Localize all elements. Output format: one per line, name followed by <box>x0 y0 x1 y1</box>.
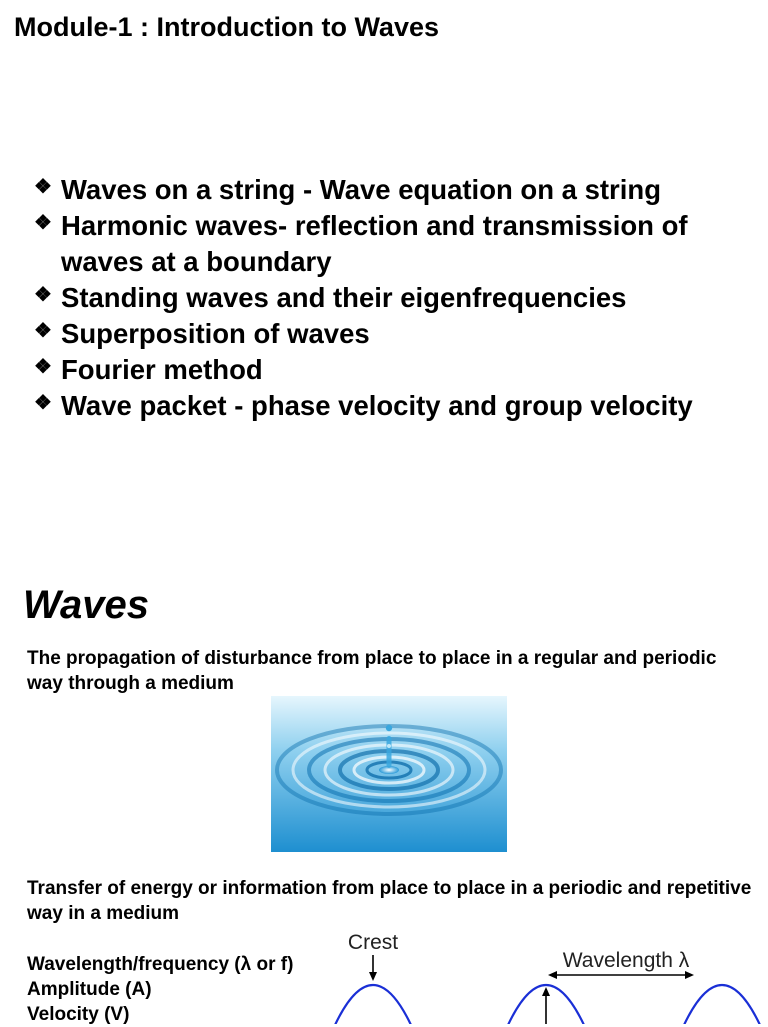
diamond-bullet-icon: ❖ <box>34 392 52 414</box>
wave-property-list <box>27 952 293 1027</box>
list-item <box>34 388 764 424</box>
list-item: Velocity (V) <box>27 1004 130 1025</box>
list-item <box>34 172 764 208</box>
list-item <box>34 208 764 280</box>
transfer-text: Transfer of energy or information from place to place in a periodic and repetitive way in a medium <box>27 878 752 924</box>
topic-text: Waves on a string - Wave equation on a string <box>61 174 661 205</box>
topic-list <box>34 172 764 424</box>
wavelength-label: Wavelength λ <box>562 949 690 972</box>
topic-text: Harmonic waves- reflection and transmission of waves at a boundary <box>61 210 688 277</box>
wave-diagram <box>330 925 768 1024</box>
list-item: Amplitude (A) <box>27 979 152 1000</box>
topic-text: Standing waves and their eigenfrequencies <box>61 282 627 313</box>
list-item <box>34 280 764 316</box>
crest-label: Crest <box>347 931 399 954</box>
topic-text: Fourier method <box>61 354 263 385</box>
diamond-bullet-icon: ❖ <box>34 212 52 234</box>
waves-heading: Waves <box>23 583 150 627</box>
list-item <box>34 316 764 352</box>
topic-text: Wave packet - phase velocity and group velocity <box>61 390 693 421</box>
diamond-bullet-icon: ❖ <box>34 284 52 306</box>
diamond-bullet-icon: ❖ <box>34 320 52 342</box>
module-title: Module-1 : Introduction to Waves <box>14 12 439 42</box>
diamond-bullet-icon: ❖ <box>34 356 52 378</box>
definition-text: The propagation of disturbance from place to place in a regular and periodic way through a medium <box>27 648 717 694</box>
list-item: Wavelength/frequency (λ or f) <box>27 954 294 975</box>
water-ripple-image <box>271 696 507 852</box>
sine-wave-curve <box>335 985 760 1024</box>
diamond-bullet-icon: ❖ <box>34 176 52 198</box>
list-item <box>34 352 764 388</box>
topic-text: Superposition of waves <box>61 318 370 349</box>
